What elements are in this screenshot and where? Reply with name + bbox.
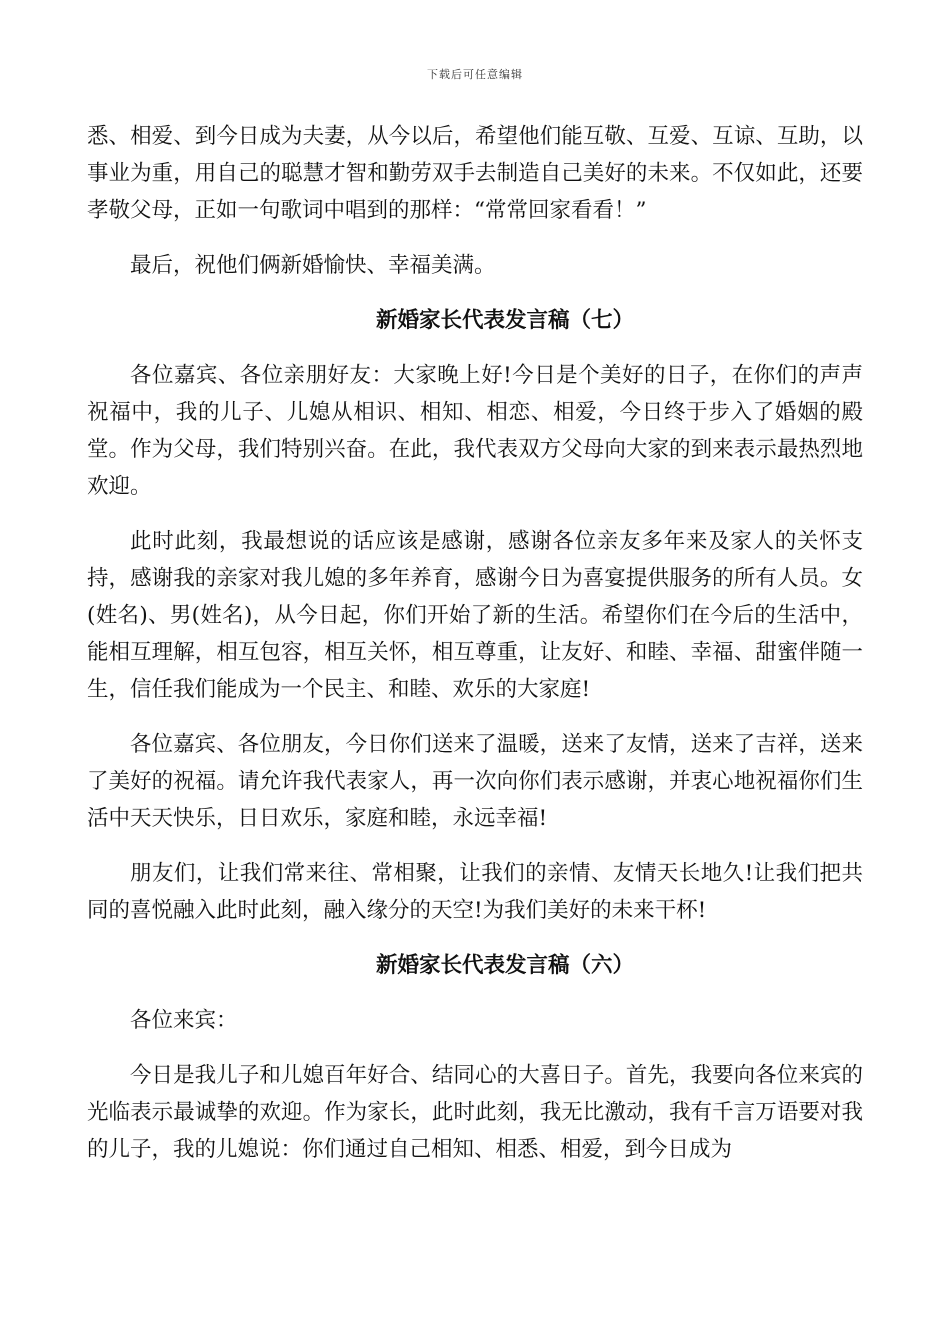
section-heading-seven: 新婚家长代表发言稿（七） (375, 308, 634, 333)
paragraph-greeting: 各位嘉宾、各位亲朋好友：大家晚上好!今日是个美好的日子，在你们的声声祝福中，我的儿子、儿媳从相识、相知、相恋、相爱，今日终于步入了婚姻的殿堂。作为父母，我们特别兴奋。在此，我代表双方父母向大家的到来表示最热烈地欢迎。 (87, 363, 863, 499)
paragraph-opening: 今日是我儿子和儿媳百年好合、结同心的大喜日子。首先，我要向各位来宾的光临表示最诚挚的欢迎。作为家长，此时此刻，我无比激动，我有千言万语要对我的儿子，我的儿媳说：你们通过自己相知、相悉、相爱，到今日成为 (87, 1063, 863, 1162)
paragraph-guests: 各位嘉宾、各位朋友，今日你们送来了温暖，送来了友情，送来了吉祥，送来了美好的祝福。请允许我代表家人，再一次向你们表示感谢，并衷心地祝福你们生活中天天快乐，日日欢乐，家庭和睦，永远幸福! (87, 732, 863, 831)
paragraph-continuation: 悉、相爱、到今日成为夫妻，从今以后，希望他们能互敬、互爱、互谅、互助，以事业为重，用自己的聪慧才智和勤劳双手去制造自己美好的未来。不仅如此，还要孝敬父母，正如一句歌词中唱到的那样：“常常回家看看！” (87, 124, 863, 223)
paragraph-toast: 朋友们，让我们常来往、常相聚，让我们的亲情、友情天长地久!让我们把共同的喜悦融入此时此刻，融入缘分的天空!为我们美好的未来干杯! (87, 861, 863, 923)
document-body (87, 118, 863, 1168)
paragraph-closing-wish: 最后，祝他们俩新婚愉快、幸福美满。 (130, 253, 496, 278)
section-heading-six: 新婚家长代表发言稿（六） (375, 953, 634, 978)
page-header: 下载后可任意编辑 (427, 68, 523, 81)
paragraph-salutation: 各位来宾： (130, 1008, 238, 1033)
paragraph-thanks: 此时此刻，我最想说的话应该是感谢，感谢各位亲友多年来及家人的关怀支持，感谢我的亲家对我儿媳的多年养育，感谢今日为喜宴提供服务的所有人员。女(姓名)、男(姓名)，从今日起，你们开始了新的生活。希望你们在今后的生活中，能相互理解，相互包容，相互关怀，相互尊重，让友好、和睦、幸福、甜蜜伴随一生，信任我们能成为一个民主、和睦、欢乐的大家庭! (87, 529, 863, 702)
